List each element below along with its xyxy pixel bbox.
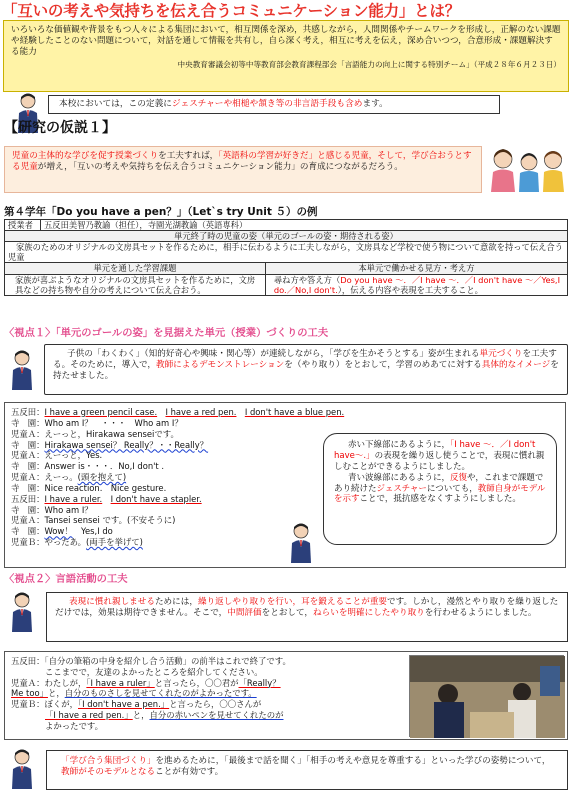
explanation-bubble: 赤い下線部にあるように，「I have ～．／I don't have～.」の表現を繰り返し使うことで，表現に慣れ親しむことができるようにしました。 青い波線部にあるように，反復や，これまで課題であり続けたジェスチャーについても，教師自身がモデルを示すことで，抵抗感をなくすようにしました。 [323,433,557,545]
dialogue-line [11,472,341,483]
dialogue-line [11,429,341,440]
hypothesis-box: 児童の主体的な学びを促す授業づくりを工夫すれば，「英語科の学習が好きだ」と感じる児童，そして，学び合おうとする児童が増え，「互いの考えや気持ちを伝え合うコミュニケーション能力」の育成につながるだろう。 [4,146,482,193]
dialogue-speaker: 寺 園： [11,417,45,428]
dialogue-utterance: えーっと，Yes. [44,450,103,461]
dialogue-line [11,505,341,516]
dialogue-utterance: えーっ。 [44,472,78,483]
dialogue-speaker: 寺 園： [11,439,45,450]
classroom-photo [409,655,564,737]
goal-header: 単元終了時の児童の姿（単元のゴールの姿・期待される姿） [5,231,568,242]
dialogue-utterance: Hirakawa sensei？ Really？・・Really？ [44,439,209,450]
dialogue-utterance: Yes,I do [72,526,113,537]
dialogue-utterance: Nice reaction. Nice gesture. [44,482,167,493]
viewpoint1-heading: 〈視点１〉「単元のゴールの姿」を見据えた単元（授業）づくりの工夫 [4,327,329,339]
unit-table [4,219,568,296]
dialogue-utterance: I don't have a stapler. [110,493,202,504]
page-title: 「互いの考えや気持ちを伝え合うコミュニケーション能力」とは？ [2,2,461,20]
dialogue-speaker: 寺 園： [11,482,45,493]
dialogue-utterance: I have a red pen. [165,407,237,417]
dialogue-utterance: Who am I？ ・・・ Who am I？ [44,417,183,428]
teacher-names: 五反田美智乃教諭（担任），寺園光湖教諭（英語専科） [41,220,568,231]
teacher-illustration-icon [287,523,315,563]
dialogue-utterance: I have a ruler. [44,493,103,504]
teacher-label: 授業者 [5,220,41,231]
viewpoint2-box: 表現に慣れ親しませるためには，繰り返しやり取りを行い，耳を鍛えることが重要です。しかし，漫然とやり取りを繰り返しただけでは，効果は期待できません。そこで，中間評価をとおして，ねらいを明確にしたやり取りを行わせるようにしました。 [46,592,568,642]
dialogue-utterance: Tansei sensei です。(不安そうに) [44,515,176,526]
final-note: 「学び合う集団づくり」を進めるために，「最後まで話を聞く」「相手の考えや意見を尊重する」といった学びの姿勢について，教師がそのモデルとなることが有効です。 [46,750,568,790]
activity-text: 家族が喜ぶようなオリジナルの文房具セットを作るために，文房具などの持ち物や自分の考えについて伝え合おう。 [5,274,266,295]
dialogue-speaker: 五反田： [11,407,45,417]
dialogue-speaker: 児童Ｂ： [11,537,45,548]
dialogue-speaker: 児童Ａ： [11,428,45,439]
dialogue-line [11,494,341,505]
school-note: 本校においては，この定義にジェスチャーや相槌や頷き等の非言語手段も含めます。 [48,95,500,114]
dialogue-utterance [102,494,110,504]
dialogue-speaker: 児童Ａ： [11,515,45,526]
children-illustration-icon [487,146,569,192]
activity-header: 単元を通した学習課題 [5,263,266,274]
dialogue-line [11,418,341,429]
unit-title: 第４学年「Do you have a pen？」（Let`s try Unit ５）の例 [4,206,318,218]
dialogue-utterance: Wow！ [44,526,73,537]
view-text: 尋ね方や答え方（Do you have ～．／I have ～．／I don't have ～／Yes,I do.／No,I don't.），伝える内容や表現を工夫すること。 [265,274,567,295]
dialogue-utterance: (頭を抱えて) [77,472,127,483]
hypothesis-heading: 【研究の仮説１】 [4,120,116,136]
goal-text: 家族のためのオリジナルの文房具セットを作るために，相手に伝わるように工夫しながら，文房具など学校で使う物について意欲を持って伝え合う児童 [5,242,568,263]
dialogue-speaker: 寺 園： [11,526,45,537]
dialogue-utterance: (両手を挙げて) [86,537,143,548]
activity-lines: 五反田：「自分の筆箱の中身を紹介し合う活動」の前半はこれで終了です。 ここまでで，友達のよかったところを紹介してください。 児童Ａ：わたしが，「I have a ruler」と言ったら，〇〇君が「Really？ Me too」と，自分のものさしを見せてくれたのがよかったです。 児童Ｂ：ぼくが，「I don't have a pen.」と言ったら，〇〇さんが 「I have a red pen.」と，自分の赤いペンを見せてくれたのが よかったです。 [11,656,291,731]
dialogue-line [11,483,341,494]
dialogue-speaker: 児童Ａ： [11,472,45,483]
teacher-illustration-icon [8,749,36,789]
dialogue-speaker: 五反田： [11,493,45,504]
dialogue-line [11,440,341,451]
activity-box [4,651,568,740]
dialogue-utterance: えーっと，Hirakawa senseiです。 [44,428,179,439]
view-header: 本単元で働かせる見方・考え方 [265,263,567,274]
viewpoint1-box: 子供の「わくわく」（知的好奇心や興味・関心等）が連続しながら，「学びを生かそうとする」姿が生まれる単元づくりを工夫する。そのために，導入で，教師によるデモンストレーションを（やり取り）をとおして，学習のめあてに対する具体的なイメージを持たせました。 [44,344,568,395]
dialogue-utterance: I don't have a blue pen. [244,407,345,417]
dialogue-utterance [236,407,244,417]
definition-source: 中央教育審議会初等中等教育部会教育課程部会「言語能力の向上に関する特別チーム」（平成２８年６月２３日） [177,60,561,69]
dialogue-line [11,407,345,418]
classroom-photo-icon [410,656,565,738]
dialogue-utterance: I have a green pencil case. [44,407,158,417]
dialogue-utterance: Answer is・・・．No,I don't . [44,461,165,472]
dialogue-box [4,402,566,568]
definition-text: いろいろな価値観や背景をもつ人々による集団において，相互関係を深め，共感しながら，人間関係やチームワークを形成し，正解のない課題や経験したことのない問題について，対話を通して情報を共有し，自ら深く考え，相互に考えを伝え，深め合いつつ，合意形成・課題解決する能力 [11,25,561,57]
teacher-illustration-icon [8,592,36,632]
viewpoint2-heading: 〈視点２〉言語活動の工夫 [4,573,128,585]
dialogue-speaker: 寺 園： [11,461,45,472]
dialogue-line [11,461,341,472]
teacher-illustration-icon [8,350,36,390]
dialogue-speaker: 寺 園： [11,504,45,515]
dialogue-utterance: やったあ。 [44,537,87,548]
definition-box [3,20,569,92]
dialogue-line [11,450,341,461]
dialogue-speaker: 児童Ａ： [11,450,45,461]
dialogue-utterance: Who am I？ [44,504,93,515]
